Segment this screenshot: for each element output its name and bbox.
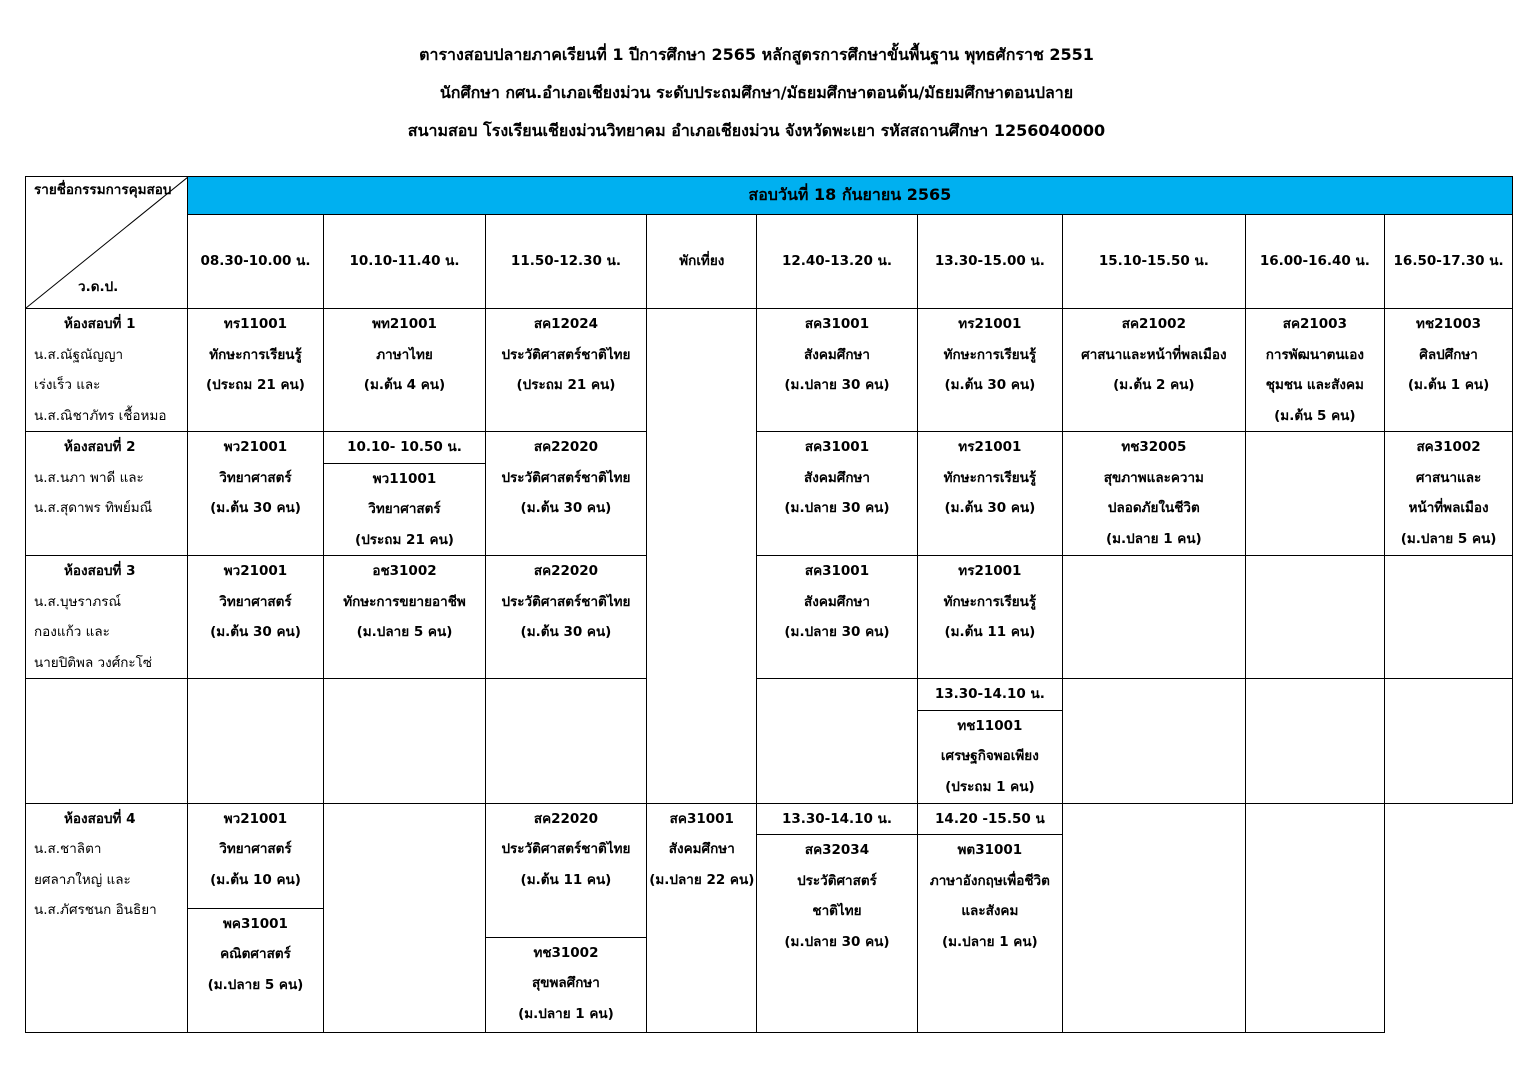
student-group: (ม.ต้น 30 คน) <box>944 377 1036 393</box>
subject-code: สค22020 <box>533 810 599 827</box>
exam-cell <box>757 803 917 1032</box>
slot-header: 08.30-10.00 น. <box>187 215 324 309</box>
student-group: (ม.ปลาย 30 คน) <box>784 500 890 516</box>
student-group: (ม.ปลาย 22 คน) <box>649 871 755 888</box>
student-group: (ม.ต้น 30 คน) <box>520 624 612 640</box>
proctor-name: น.ส.ณิชาภัทร เชื้อหมอ <box>34 407 167 424</box>
subject-name: ประวัติศาสตร์ชาติไทย <box>501 593 631 610</box>
exam-cell <box>1385 309 1513 432</box>
proctor-name: กองแก้ว และ <box>34 624 110 640</box>
exam-cell <box>1063 432 1245 556</box>
student-group: (ม.ปลาย 1 คน) <box>1105 530 1202 547</box>
table-row <box>26 679 1513 711</box>
proctor-name: เร่งเร็ว และ <box>34 377 101 393</box>
exam-cell <box>757 432 917 556</box>
empty-cell <box>1385 679 1513 711</box>
room-3-cell-continued <box>26 679 188 711</box>
subject-code: ทช11001 <box>957 717 1023 734</box>
subject-code: ทร21001 <box>958 563 1022 579</box>
exam-cell <box>1245 309 1385 432</box>
exam-cell <box>757 556 917 679</box>
exam-subcell <box>757 804 916 836</box>
student-group: (ม.ต้น 2 คน) <box>1113 377 1195 393</box>
empty-cell <box>1245 432 1385 556</box>
subject-name: ศาสนาและ <box>1415 469 1482 486</box>
room-title: ห้องสอบที่ 3 <box>64 563 136 579</box>
slot-header: 12.40-13.20 น. <box>757 215 917 309</box>
subject-code: สค31001 <box>804 563 870 579</box>
exam-cell <box>917 710 1063 803</box>
table-row <box>26 556 1513 679</box>
student-group: (ประถม 21 คน) <box>516 377 616 393</box>
exam-cell <box>485 556 647 679</box>
student-group: (ม.ต้น 30 คน) <box>520 500 612 516</box>
lunch-break-header: พักเที่ยง <box>647 215 757 309</box>
exam-cell <box>324 556 485 679</box>
subject-code: ทร21001 <box>958 439 1022 455</box>
empty-cell <box>1063 556 1245 679</box>
student-group: (ม.ปลาย 5 คน) <box>1400 530 1497 547</box>
exam-cell <box>485 803 647 1032</box>
exam-cell <box>187 309 324 432</box>
table-row <box>26 710 1513 803</box>
lunch-break-cell <box>647 309 757 804</box>
empty-cell <box>1063 710 1245 803</box>
empty-cell <box>324 710 485 803</box>
document-header <box>0 44 1513 158</box>
subject-name: สังคมศึกษา <box>803 593 870 610</box>
student-group: (ม.ต้น 10 คน) <box>210 871 301 888</box>
room-title: ห้องสอบที่ 2 <box>64 439 136 455</box>
subject-code: พว21001 <box>223 563 288 579</box>
student-group: (ม.ปลาย 30 คน) <box>784 377 890 393</box>
student-group: (ม.ต้น 5 คน) <box>1274 407 1356 424</box>
exam-subcell <box>918 835 1063 957</box>
exam-cell <box>757 309 917 432</box>
exam-date-header: สอบวันที่ 18 กันยายน 2565 <box>187 177 1512 215</box>
empty-cell <box>324 803 485 1032</box>
subject-code: ทร11001 <box>223 316 288 332</box>
subject-code: พต31001 <box>957 842 1023 858</box>
time-override-cell <box>917 679 1063 711</box>
subject-code: สค32034 <box>804 842 870 858</box>
student-group: (ม.ต้น 30 คน) <box>210 624 301 640</box>
time-override: 10.10- 10.50 น. <box>347 439 462 455</box>
exam-cell <box>647 803 757 1032</box>
room-1-cell <box>26 309 188 432</box>
student-group: (ม.ต้น 4 คน) <box>363 377 446 393</box>
subject-name: ประวัติศาสตร์ <box>797 872 877 889</box>
subject-code: พว11001 <box>372 470 437 487</box>
subject-name: ทักษะการเรียนรู้ <box>943 469 1037 486</box>
proctor-name: น.ส.บุษราภรณ์ <box>34 593 122 610</box>
student-group: (ประถม 21 คน) <box>355 531 454 548</box>
subject-code: พค31001 <box>223 915 288 932</box>
table-corner-cell <box>26 177 188 309</box>
subject-name: สังคมศึกษา <box>668 841 735 857</box>
table-row <box>26 432 1513 464</box>
exam-cell <box>917 556 1063 679</box>
subject-name: ภาษาไทย <box>376 346 433 363</box>
empty-cell <box>187 679 324 711</box>
proctor-name: ยศลาภใหญ่ และ <box>34 871 131 888</box>
student-group: (ม.ปลาย 30 คน) <box>784 624 890 640</box>
corner-proctor-label: รายชื่อกรรมการคุมสอบ <box>34 182 172 198</box>
subject-name: ศิลปศึกษา <box>1419 346 1478 363</box>
exam-cell <box>187 556 324 679</box>
slot-header: 13.30-15.00 น. <box>917 215 1063 309</box>
empty-cell <box>1245 803 1385 1032</box>
slot-header: 10.10-11.40 น. <box>324 215 485 309</box>
exam-cell <box>485 432 647 556</box>
corner-date-label: ว.ด.ป. <box>78 278 119 295</box>
proctor-name: น.ส.ชาลิตา <box>34 841 102 857</box>
subject-code: พท21001 <box>372 316 437 332</box>
title-line-3: สนามสอบ โรงเรียนเชียงม่วนวิทยาคม อำเภอเชียงม่วน จังหวัดพะเยา รหัสสถานศึกษา 1256040000 <box>407 121 1106 140</box>
subject-name: วิทยาศาสตร์ <box>219 841 292 857</box>
room-3-cell <box>26 556 188 679</box>
empty-cell <box>757 710 917 803</box>
title-line-2: นักศึกษา กศน.อำเภอเชียงม่วน ระดับประถมศึกษา/มัธยมศึกษาตอนต้น/มัธยมศึกษาตอนปลาย <box>439 83 1074 102</box>
subject-name: ภาษาอังกฤษเพื่อชีวิต <box>929 872 1050 889</box>
title-line-1: ตารางสอบปลายภาคเรียนที่ 1 ปีการศึกษา 2565 หลักสูตรการศึกษาขั้นพื้นฐาน พุทธศักราช 2551 <box>419 45 1094 64</box>
table-row <box>26 803 1513 1032</box>
subject-code: ทช21003 <box>1416 316 1482 332</box>
exam-cell <box>1385 432 1513 556</box>
subject-name: ปลอดภัยในชีวิต <box>1107 500 1200 516</box>
student-group: (ประถม 21 คน) <box>206 377 305 393</box>
subject-code: สค31002 <box>1416 439 1481 455</box>
slot-header: 16.50-17.30 น. <box>1385 215 1513 309</box>
empty-cell <box>757 679 917 711</box>
subject-code: สค31001 <box>669 810 734 827</box>
time-override-cell <box>324 432 485 464</box>
student-group: (ม.ปลาย 1 คน) <box>518 1005 614 1022</box>
room-2-cell <box>26 432 188 556</box>
subject-code: สค31001 <box>804 439 870 455</box>
subject-code: อช31002 <box>372 563 437 579</box>
subject-name: สังคมศึกษา <box>803 469 870 486</box>
slot-header: 15.10-15.50 น. <box>1063 215 1245 309</box>
subject-name: และสังคม <box>961 903 1019 919</box>
student-group: (ม.ต้น 30 คน) <box>944 500 1036 516</box>
empty-cell <box>485 710 647 803</box>
empty-cell <box>1245 679 1385 711</box>
student-group: (ม.ต้น 30 คน) <box>210 500 301 516</box>
subject-name: สุขพลศึกษา <box>532 975 600 991</box>
subject-name: ทักษะการเรียนรู้ <box>943 593 1037 610</box>
empty-cell <box>324 679 485 711</box>
subject-name: ทักษะการเรียนรู้ <box>943 346 1037 363</box>
exam-cell <box>324 463 485 556</box>
student-group: (ม.ต้น 1 คน) <box>1407 377 1490 393</box>
student-group: (ม.ต้น 11 คน) <box>520 871 612 888</box>
subject-code: สค22020 <box>533 439 599 455</box>
subject-name: ชาติไทย <box>812 903 862 919</box>
subject-code: สค21003 <box>1282 316 1347 332</box>
subject-code: พว21001 <box>223 439 288 455</box>
exam-cell <box>187 432 324 556</box>
time-override: 13.30-14.10 น. <box>934 686 1045 702</box>
student-group: (ม.ต้น 11 คน) <box>944 624 1036 640</box>
subject-name: สังคมศึกษา <box>803 346 870 363</box>
student-group: (ประถม 1 คน) <box>945 778 1035 795</box>
subject-code: พว21001 <box>223 810 288 827</box>
proctor-name: น.ส.สุดาพร ทิพย์มณี <box>34 500 153 516</box>
subject-name: ทักษะการขยายอาชีพ <box>343 593 466 610</box>
subject-code: ทช32005 <box>1121 439 1187 455</box>
subject-code: สค21002 <box>1121 316 1186 332</box>
exam-cell <box>917 803 1063 1032</box>
empty-cell <box>1385 710 1513 803</box>
empty-cell <box>1385 556 1513 679</box>
proctor-name: น.ส.ภัศรชนก อินธิยา <box>34 902 157 918</box>
subject-name: ทักษะการเรียนรู้ <box>209 346 302 363</box>
subject-name: วิทยาศาสตร์ <box>219 469 292 486</box>
subject-name: วิทยาศาสตร์ <box>368 501 441 517</box>
time-override: 14.20 -15.50 น <box>935 810 1045 827</box>
subject-name: ประวัติศาสตร์ชาติไทย <box>501 469 631 486</box>
subject-code: ทร21001 <box>958 316 1022 332</box>
empty-cell <box>1245 710 1385 803</box>
subject-name: ประวัติศาสตร์ชาติไทย <box>501 346 631 363</box>
subject-name: เศรษฐกิจพอเพียง <box>940 748 1039 764</box>
subject-name: วิทยาศาสตร์ <box>219 593 292 610</box>
subject-name: ประวัติศาสตร์ชาติไทย <box>501 841 631 857</box>
empty-cell <box>485 679 647 711</box>
proctor-name: นายปิติพล วงศ์กะโซ่ <box>34 654 153 671</box>
exam-subcell <box>188 909 324 1001</box>
proctor-name: น.ส.นภา พาดี และ <box>34 469 144 486</box>
exam-cell <box>1063 309 1245 432</box>
exam-subcell <box>486 938 647 1030</box>
room-4-cell <box>26 803 188 1032</box>
exam-schedule-table <box>25 176 1513 1033</box>
slot-header: 11.50-12.30 น. <box>485 215 647 309</box>
student-group: (ม.ปลาย 30 คน) <box>784 933 890 950</box>
room-title: ห้องสอบที่ 1 <box>64 316 136 332</box>
subject-name: คณิตศาสตร์ <box>220 946 291 962</box>
student-group: (ม.ปลาย 1 คน) <box>941 933 1038 950</box>
empty-cell <box>1245 556 1385 679</box>
student-group: (ม.ปลาย 5 คน) <box>207 976 304 993</box>
subject-code: สค31001 <box>804 316 870 332</box>
time-override: 13.30-14.10 น. <box>781 810 893 827</box>
subject-name: ศาสนาและหน้าที่พลเมือง <box>1081 346 1227 363</box>
subject-name: หน้าที่พลเมือง <box>1408 500 1489 516</box>
exam-cell <box>485 309 647 432</box>
exam-cell <box>324 309 485 432</box>
student-group: (ม.ปลาย 5 คน) <box>356 624 453 640</box>
subject-code: ทช31002 <box>533 944 599 961</box>
exam-cell <box>917 432 1063 556</box>
empty-cell <box>1063 803 1245 1032</box>
empty-cell <box>1063 679 1245 711</box>
subject-name: สุขภาพและความ <box>1103 469 1204 486</box>
empty-cell <box>187 710 324 803</box>
exam-subcell <box>188 804 324 909</box>
exam-subcell <box>757 835 916 957</box>
table-row <box>26 309 1513 432</box>
room-title: ห้องสอบที่ 4 <box>64 810 136 827</box>
proctor-name: น.ส.ณัฐณัญญา <box>34 346 124 363</box>
exam-subcell <box>918 804 1063 836</box>
slot-header: 16.00-16.40 น. <box>1245 215 1385 309</box>
subject-code: สค12024 <box>533 316 599 332</box>
subject-name: ชุมชน และสังคม <box>1265 377 1364 393</box>
subject-code: สค22020 <box>533 563 599 579</box>
subject-name: การพัฒนาตนเอง <box>1265 346 1364 363</box>
exam-cell <box>187 803 324 1032</box>
room-3-cell-continued <box>26 710 188 803</box>
exam-cell <box>917 309 1063 432</box>
exam-subcell <box>486 804 647 938</box>
